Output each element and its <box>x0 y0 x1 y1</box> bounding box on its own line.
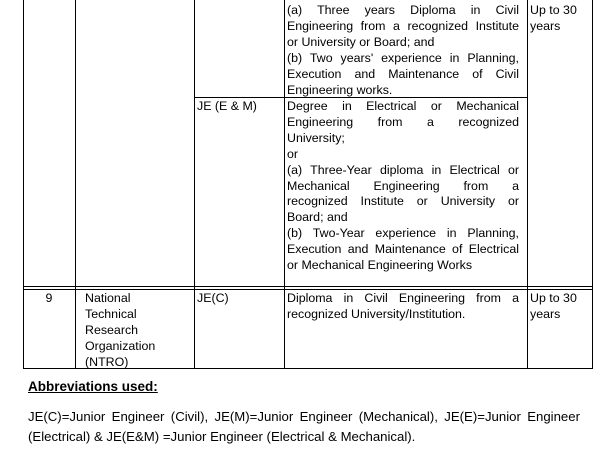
qualification-line: or Mechanical Engineering Works <box>287 258 473 273</box>
qualification-line: Engineering from a recognized <box>287 114 519 129</box>
abbreviations-text: JE(C)=Junior Engineer (Civil), JE(M)=Junior Engineer (Mechanical), JE(E)=Junior Engineer (Electrical) & JE(E&M) =Junior Engineer (Electrical & Mechanical). <box>28 409 580 444</box>
age-line: years <box>530 18 561 33</box>
age-line: years <box>530 306 561 321</box>
qualification-line: (a) Three-Year diploma in Electrical or <box>287 162 519 177</box>
row3-qualification <box>287 291 519 323</box>
row3-organization <box>85 291 191 371</box>
qualification-line: (b) Two-Year experience in Planning, <box>287 226 519 241</box>
age-line: Up to 30 <box>530 291 577 305</box>
organization-line: Technical <box>85 306 137 321</box>
qualification-line: Degree in Electrical or Mechanical <box>287 99 519 113</box>
age-line: Up to 30 <box>530 3 577 17</box>
row3-post: JE(C) <box>197 291 229 305</box>
organization-line: Research <box>85 322 139 337</box>
qualification-line: (a) Three years Diploma in Civil <box>287 3 519 17</box>
qualification-line: Diploma in Civil Engineering from a <box>287 291 519 305</box>
qualification-line: Engineering from a recognized Institute <box>287 18 519 33</box>
qualification-line: (b) Two years' experience in Planning, <box>287 50 519 65</box>
qualification-line: Mechanical Engineering from a <box>287 178 519 193</box>
qualification-line: or <box>287 146 299 161</box>
qualification-line: Execution and Maintenance of Electrical <box>287 242 519 257</box>
qualification-line: or University or Board; and <box>287 34 435 49</box>
qualification-line: Execution and Maintenance of Civil <box>287 66 519 81</box>
row2-post: JE (E & M) <box>197 99 257 113</box>
qualification-line: recognized University/Institution. <box>287 306 466 321</box>
qualification-line: Board; and <box>287 210 348 225</box>
qualification-line: recognized Institute or University or <box>287 194 519 209</box>
organization-line: Organization <box>85 338 156 353</box>
organization-line: National <box>85 291 131 305</box>
organization-line: (NTRO) <box>85 354 129 369</box>
qualification-line: Engineering works. <box>287 82 393 97</box>
row3-serial-number: 9 <box>45 291 53 305</box>
abbreviations-heading: Abbreviations used: <box>28 379 158 394</box>
qualification-line: University; <box>287 130 345 145</box>
row2-qualification <box>287 99 519 274</box>
row3-age-limit <box>530 291 590 323</box>
row1-age-limit <box>530 3 590 35</box>
row1-qualification <box>287 3 519 98</box>
